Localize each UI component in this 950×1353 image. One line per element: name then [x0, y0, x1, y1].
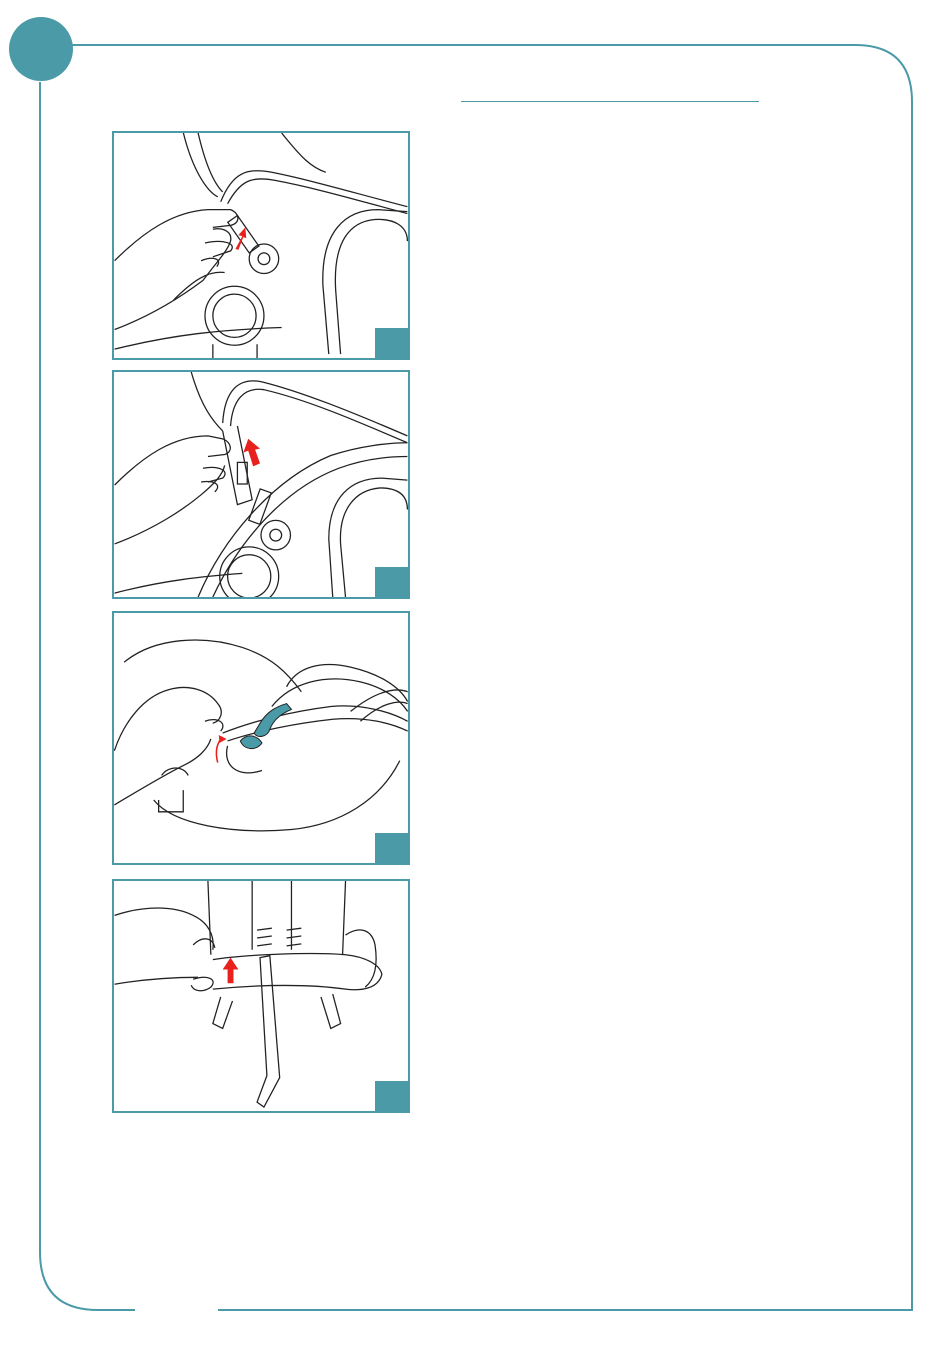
step-number-tab-4 — [375, 1081, 408, 1111]
step-panel-1 — [112, 131, 410, 360]
pull-harness-strap-illustration — [114, 881, 408, 1111]
step-panel-4 — [112, 879, 410, 1113]
heading-underline — [461, 101, 759, 102]
remove-seat-cover-illustration — [114, 613, 408, 863]
step-panel-2 — [112, 370, 410, 599]
section-badge — [9, 17, 73, 81]
pull-cover-up-illustration — [114, 372, 408, 597]
step-number-tab-1 — [375, 328, 408, 358]
step-number-tab-2 — [375, 567, 408, 597]
step-number-tab-3 — [375, 833, 408, 863]
release-headrest-strap-illustration — [114, 133, 408, 358]
step-panel-3 — [112, 611, 410, 865]
